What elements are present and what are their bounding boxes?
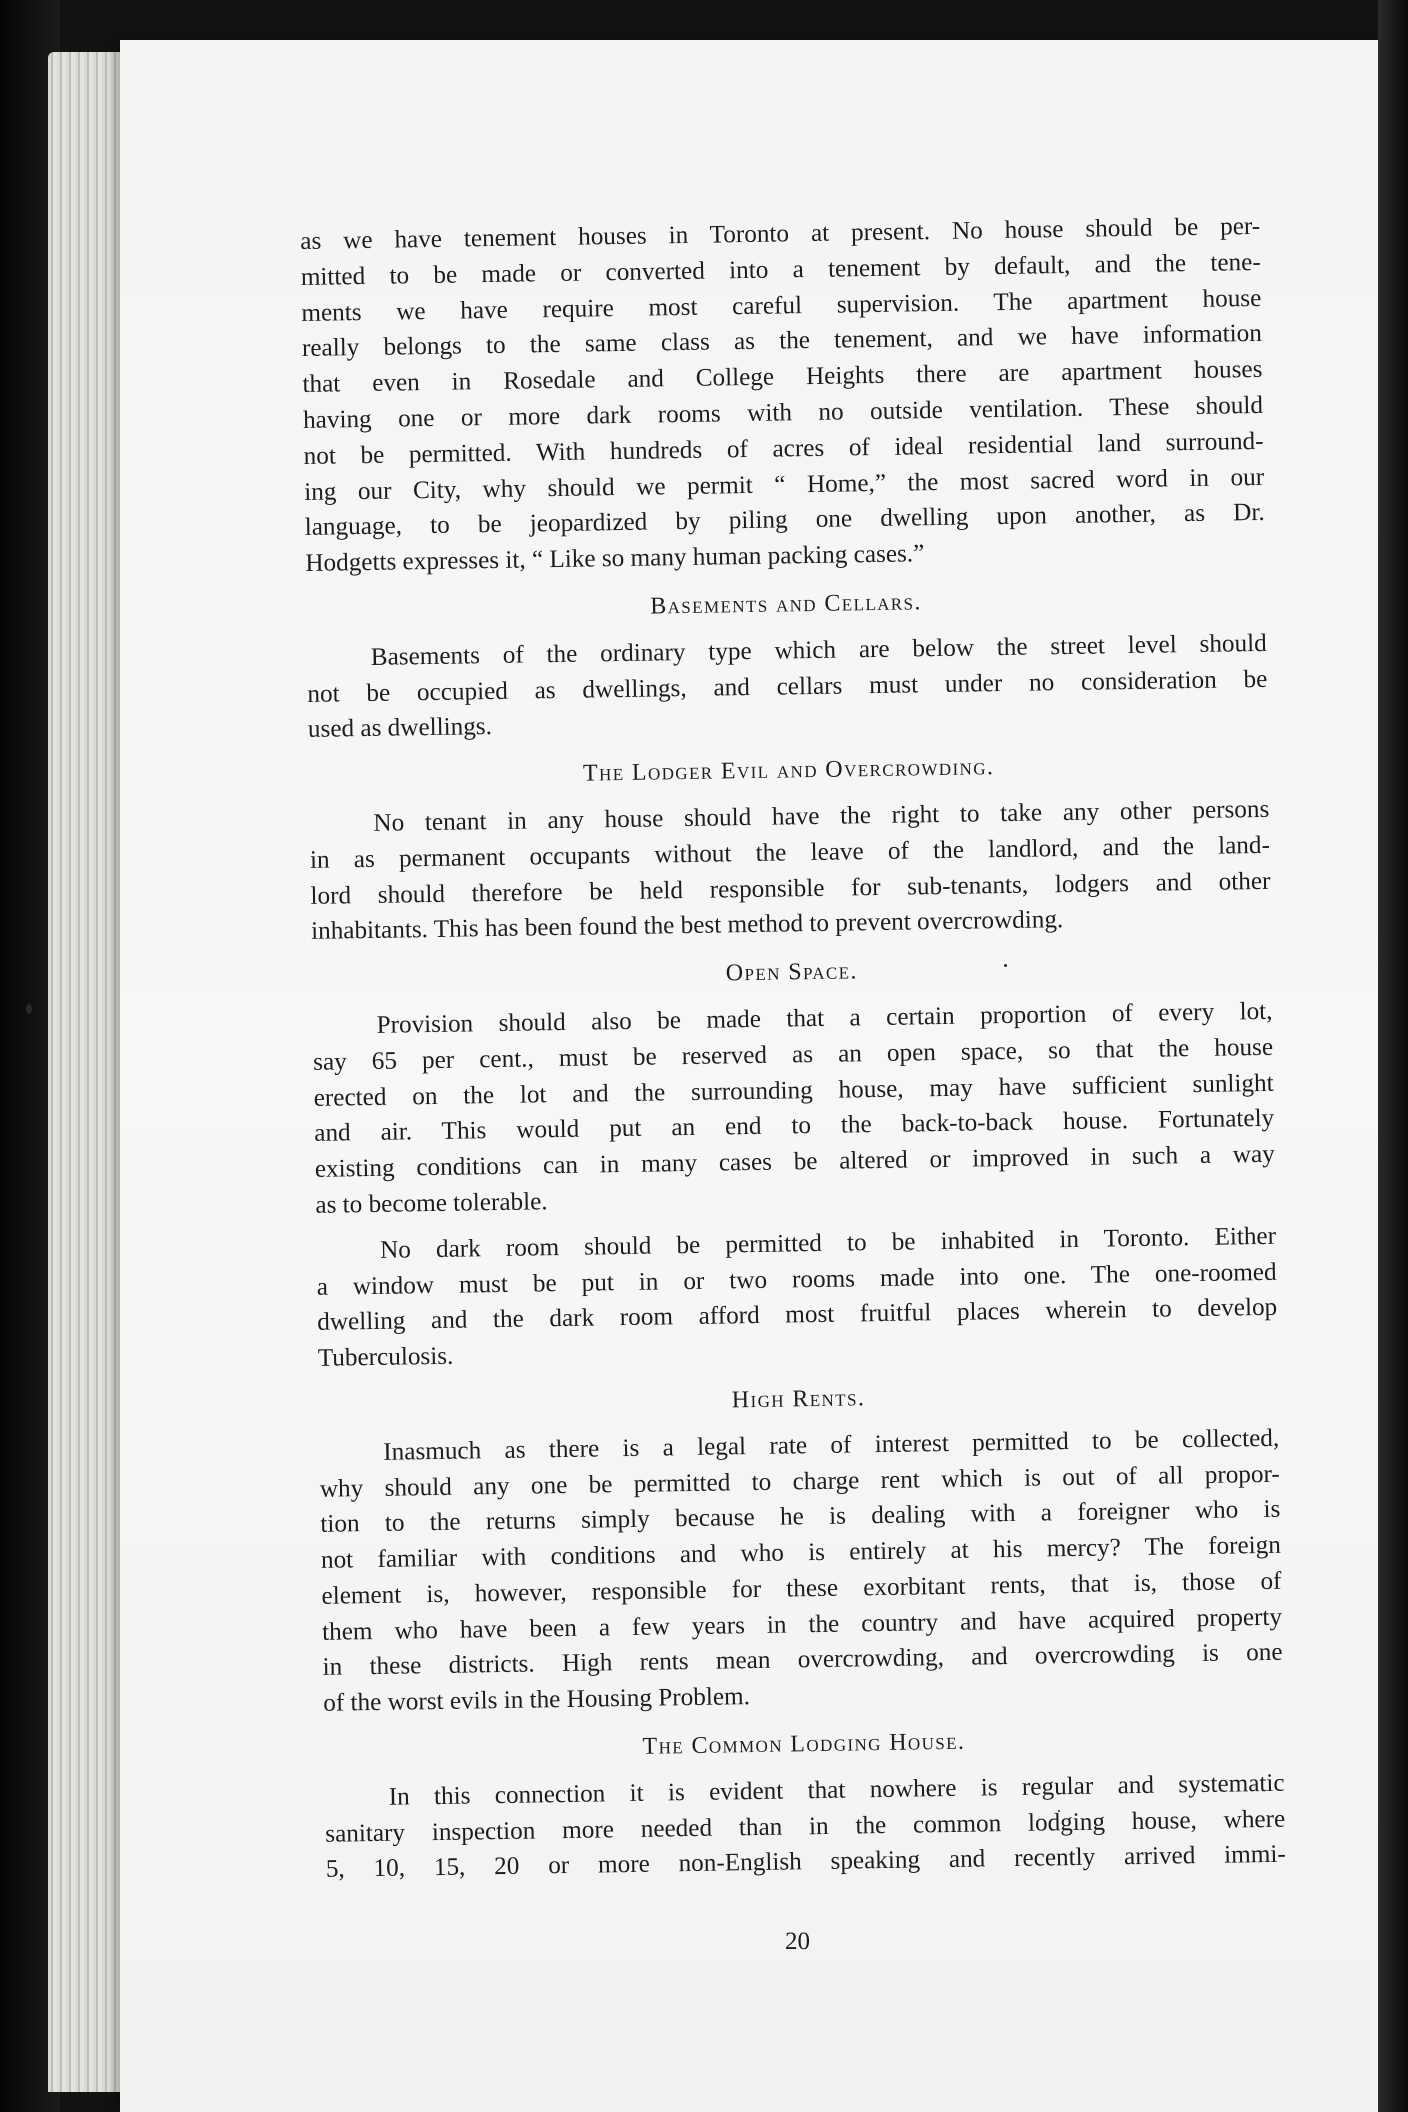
text-line: ments we have require most careful supervision. The apartment house: [301, 284, 1262, 327]
text-line: Tuberculosis.: [317, 1342, 454, 1372]
paragraph-basements: [307, 626, 1269, 748]
text-line: not be occupied as dwellings, and cellars must under no consideration be: [307, 665, 1268, 708]
text-line: dwelling and the dark room afford most fruitful places wherein to develop: [317, 1294, 1278, 1337]
text-line: of the worst evils in the Housing Problem.: [323, 1683, 751, 1718]
text-line: having one or more dark rooms with no outside ventilation. These should: [302, 391, 1264, 434]
section-heading-lodger: The Lodger Evil and Overcrowding.: [582, 754, 995, 787]
text-line: language, to be jeopardized by piling one dwelling upon another, as Dr.: [304, 499, 1265, 542]
page-number: 20: [785, 1928, 810, 1955]
text-line: Hodgetts expresses it, “ Like so many human packing cases.”: [305, 540, 925, 578]
paragraph-lodging-house: [324, 1766, 1286, 1888]
text-line: not familiar with conditions and who is entirely at his mercy? The foreign: [320, 1531, 1282, 1574]
scan-right-edge: [1378, 0, 1408, 2112]
text-line: erected on the lot and the surrounding house, may have sufficient sunlight: [313, 1069, 1274, 1112]
section-heading-high-rents: High Rents.: [731, 1385, 866, 1414]
text-line: not be permitted. With hundreds of acres of ideal residential land surround-: [303, 427, 1264, 470]
text-line: Inasmuch as there is a legal rate of interest permitted to be collected,: [383, 1424, 1280, 1466]
paragraph-continuation: [300, 209, 1266, 582]
text-line: in these districts. High rents mean overcrowding, and overcrowding is one: [322, 1639, 1283, 1682]
text-line: Provision should also be made that a certain proportion of every lot,: [376, 997, 1273, 1039]
paragraph-open-space-2: [316, 1219, 1278, 1377]
text-line: tion to the returns simply because he is dealing with a foreigner who is: [320, 1496, 1281, 1539]
paragraph-open-space-1: [312, 994, 1275, 1224]
text-line: that even in Rosedale and College Heights there are apartment houses: [302, 356, 1263, 399]
text-line: them who have been a few years in the country and have acquired property: [321, 1603, 1283, 1646]
section-heading-open-space: Open Space.: [725, 958, 859, 987]
page-text: [300, 209, 1286, 1888]
text-line: and air. This would put an end to the back-to-back house. Fortunately: [314, 1105, 1275, 1148]
text-line: ing our City, why should we permit “ Home,” the most sacred word in our: [303, 463, 1265, 506]
text-line: existing conditions can in many cases be altered or improved in such a way: [314, 1140, 1275, 1184]
text-line: why should any one be permitted to charge rent which is out of all propor-: [319, 1460, 1280, 1503]
text-line: a window must be put in or two rooms made into one. The one-roomed: [316, 1258, 1277, 1301]
text-line: 5, 10, 15, 20 or more non-English speaking and recently arrived immi-: [325, 1841, 1286, 1884]
text-line: element is, however, responsible for these exorbitant rents, that is, those of: [321, 1567, 1282, 1610]
paragraph-high-rents: [319, 1420, 1283, 1721]
section-heading-lodging-house: The Common Lodging House.: [642, 1728, 966, 1760]
text-line: mitted to be made or converted into a tenement by default, and the tene-: [300, 248, 1261, 291]
text-line: In this connection it is evident that nowhere is regular and systematic: [388, 1769, 1285, 1811]
text-line: lord should therefore be held responsible for sub-tenants, lodgers and other: [310, 867, 1271, 910]
ink-speck: [26, 1004, 32, 1014]
section-heading-basements: Basements and Cellars.: [650, 589, 923, 620]
text-line: say 65 per cent., must be reserved as an open space, so that the house: [312, 1033, 1274, 1076]
text-line: really belongs to the same class as the tenement, and we have information: [301, 320, 1263, 363]
text-line: No dark room should be permitted to be inhabited in Toronto. Either: [379, 1222, 1277, 1264]
text-line: sanitary inspection more needed than in the common lodging house, where: [325, 1805, 1286, 1848]
text-line: as to become tolerable.: [315, 1188, 548, 1219]
text-line: in as permanent occupants without the leave of the landlord, and the land-: [309, 831, 1271, 874]
paragraph-lodger: [309, 792, 1271, 950]
text-line: Basements of the ordinary type which are below the street level should: [370, 629, 1267, 671]
text-line: inhabitants. This has been found the best method to prevent overcrowding.: [310, 906, 1064, 946]
text-line: as we have tenement houses in Toronto at present. No house should be per-: [300, 212, 1261, 255]
text-line: used as dwellings.: [307, 713, 493, 744]
text-line: No tenant in any house should have the right to take any other persons: [373, 795, 1270, 837]
